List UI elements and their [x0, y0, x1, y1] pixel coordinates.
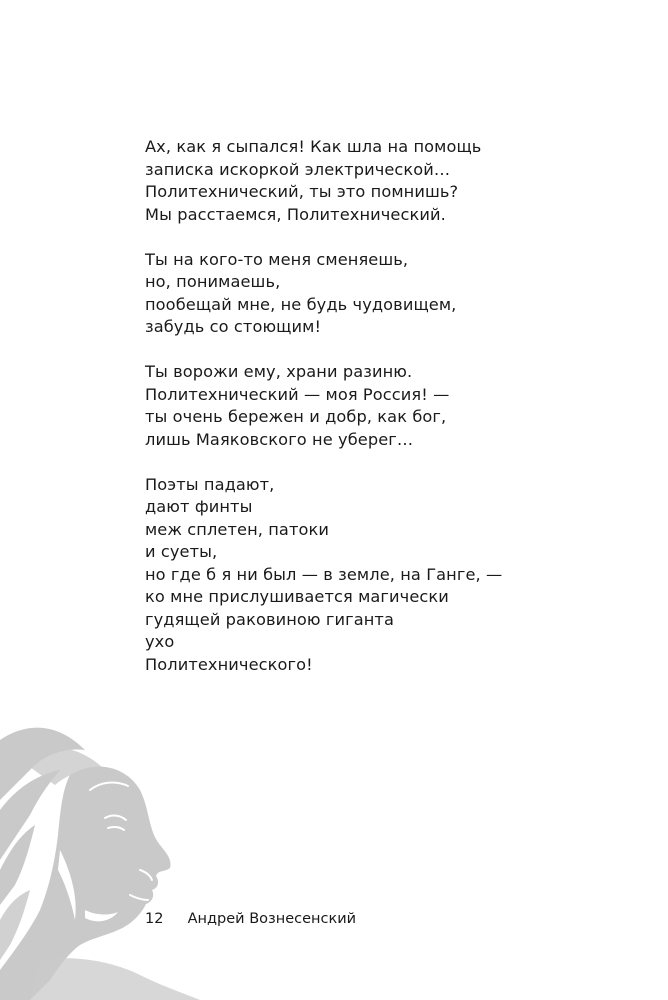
poem-line: дают финты — [145, 497, 253, 516]
poem-line: Поэты падают, — [145, 474, 275, 494]
poem-line: и суеты, — [145, 542, 218, 561]
poem-line: Ты ворожи ему, храни разиню. — [145, 362, 413, 381]
portrait-illustration — [0, 720, 240, 1000]
poem-line: Мы расстаемся, Политехнический. — [145, 204, 446, 224]
poem-line: Ах, как я сыпался! Как шла на помощь — [145, 137, 482, 156]
poem-line: забудь со стоющим! — [145, 317, 322, 336]
page-footer — [145, 910, 356, 928]
stanza — [145, 136, 625, 226]
poem-line: ухо — [145, 632, 175, 651]
poem-line: гудящей раковиною гиганта — [145, 609, 394, 629]
page-number: 12 — [145, 911, 164, 927]
poem-line: лишь Маяковского не уберег… — [145, 429, 414, 449]
poem-line: но, понимаешь, — [145, 272, 281, 291]
author-name: Андрей Вознесенский — [187, 911, 357, 927]
poem-line: пообещай мне, не будь чудовищем, — [145, 294, 457, 314]
poem — [145, 136, 625, 699]
poem-line: Политехнический — моя Россия! — — [145, 384, 450, 404]
stanza — [145, 474, 625, 677]
poem-line: записка искоркой электрической… — [145, 159, 451, 179]
stanza — [145, 249, 625, 339]
poem-line: ты очень бережен и добр, как бог, — [145, 407, 447, 426]
poem-line: меж сплетен, патоки — [145, 519, 329, 539]
poem-line: Ты на кого-то меня сменяешь, — [145, 249, 409, 269]
poem-line: Политехнического! — [145, 654, 313, 674]
stanza — [145, 361, 625, 451]
poem-line: ко мне прислушивается магически — [145, 587, 449, 606]
poem-line: Политехнический, ты это помнишь? — [145, 182, 459, 201]
poem-line: но где б я ни был — в земле, на Ганге, — — [145, 564, 503, 584]
